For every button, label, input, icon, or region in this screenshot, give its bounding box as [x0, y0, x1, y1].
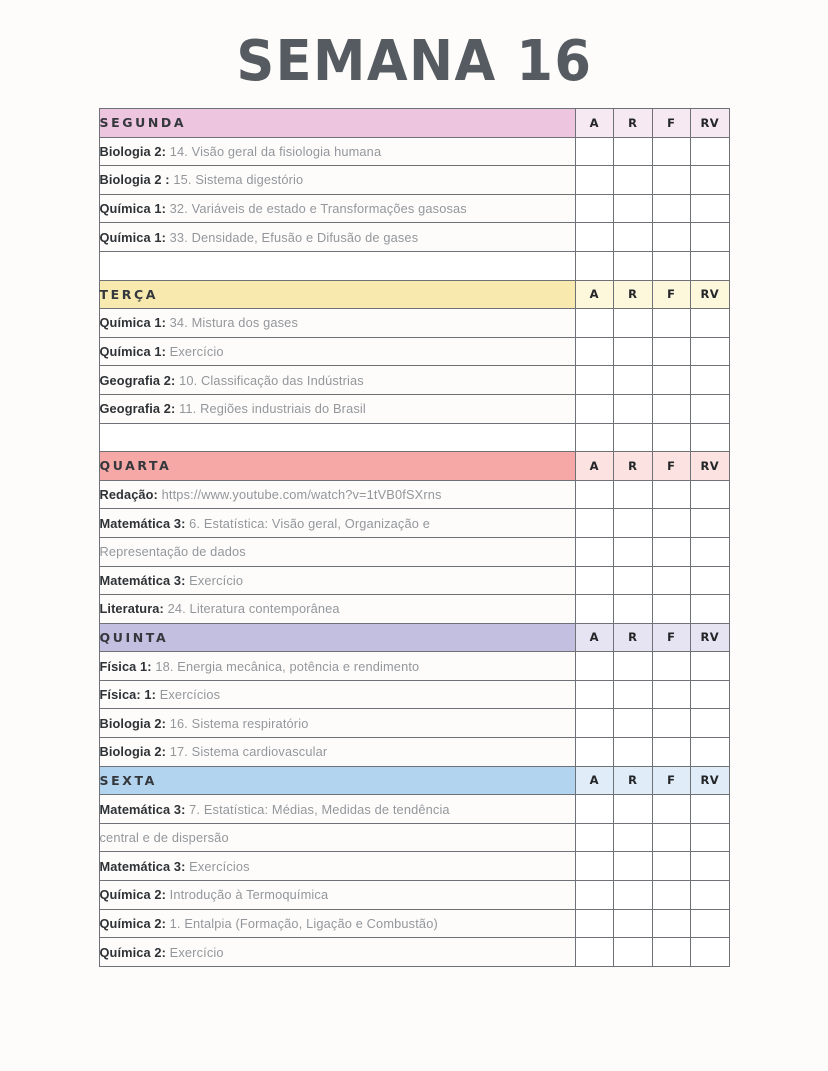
checkbox-cell-a[interactable]	[575, 881, 614, 910]
task-topic: 16. Sistema respiratório	[169, 715, 309, 731]
checkbox-cell-r[interactable]	[614, 537, 653, 566]
checkbox-cell-a[interactable]	[575, 595, 614, 624]
checkbox-cell-rv[interactable]	[691, 852, 730, 881]
checkbox-cell-rv[interactable]	[691, 738, 730, 767]
task-subject: Química 2:	[99, 915, 166, 931]
checkbox-cell-r[interactable]	[614, 652, 653, 681]
checkbox-cell-r[interactable]	[614, 680, 653, 709]
task-cell	[99, 337, 575, 366]
checkbox-cell-f[interactable]	[652, 852, 691, 881]
checkbox-cell-rv[interactable]	[691, 394, 730, 423]
column-header-rv: RV	[691, 280, 730, 309]
task-subject: Biologia 2:	[99, 715, 167, 731]
task-subject: Geografia 2:	[99, 401, 176, 417]
checkbox-cell-f[interactable]	[652, 938, 691, 967]
day-name-quarta: QUARTA	[99, 452, 575, 481]
checkbox-cell-rv[interactable]	[691, 137, 730, 166]
task-subject: Matemática 3:	[99, 572, 186, 588]
checkbox-cell-a[interactable]	[575, 509, 614, 538]
task-topic: 14. Visão geral da fisiologia humana	[169, 143, 382, 159]
task-cell	[99, 680, 575, 709]
checkbox-cell-a[interactable]	[575, 738, 614, 767]
schedule-row	[99, 223, 729, 252]
checkbox-cell-f[interactable]	[652, 480, 691, 509]
task-cell	[99, 366, 575, 395]
schedule-row	[99, 137, 729, 166]
checkbox-cell-f[interactable]	[652, 652, 691, 681]
task-cell	[99, 394, 575, 423]
task-subject: Matemática 3:	[99, 858, 186, 874]
checkbox-cell-r[interactable]	[614, 480, 653, 509]
checkbox-cell-f[interactable]	[652, 366, 691, 395]
checkbox-cell-rv[interactable]	[691, 566, 730, 595]
checkbox-cell-a[interactable]	[575, 309, 614, 338]
checkbox-cell-f[interactable]	[652, 337, 691, 366]
checkbox-cell-r[interactable]	[614, 166, 653, 195]
task-subject: Geografia 2:	[99, 372, 176, 388]
task-subject: Química 1:	[99, 229, 166, 245]
task-topic: Exercícios	[189, 858, 250, 874]
task-subject: Física 1:	[99, 658, 152, 674]
schedule-row	[99, 194, 729, 223]
checkbox-cell-r[interactable]	[614, 566, 653, 595]
checkbox-cell-r[interactable]	[614, 423, 653, 452]
column-header-r: R	[614, 766, 653, 795]
task-subject: Química 2:	[99, 944, 166, 960]
checkbox-cell-f[interactable]	[652, 166, 691, 195]
checkbox-cell-r[interactable]	[614, 137, 653, 166]
checkbox-cell-f[interactable]	[652, 795, 691, 824]
schedule-row	[99, 652, 729, 681]
checkbox-cell-a[interactable]	[575, 137, 614, 166]
task-topic: 34. Mistura dos gases	[169, 315, 298, 331]
checkbox-cell-a[interactable]	[575, 938, 614, 967]
day-header-row	[99, 109, 729, 138]
checkbox-cell-a[interactable]	[575, 537, 614, 566]
task-cell	[99, 595, 575, 624]
task-cell	[99, 480, 575, 509]
schedule-row	[99, 509, 729, 538]
checkbox-cell-a[interactable]	[575, 337, 614, 366]
schedule-row	[99, 938, 729, 967]
day-name-segunda: SEGUNDA	[99, 109, 575, 138]
task-subject: Química 2:	[99, 887, 166, 903]
task-topic: 33. Densidade, Efusão e Difusão de gases	[169, 229, 419, 245]
checkbox-cell-f[interactable]	[652, 251, 691, 280]
checkbox-cell-r[interactable]	[614, 223, 653, 252]
schedule-row	[99, 566, 729, 595]
checkbox-cell-rv[interactable]	[691, 652, 730, 681]
task-cell	[99, 909, 575, 938]
checkbox-cell-a[interactable]	[575, 423, 614, 452]
schedule-row	[99, 680, 729, 709]
spacer-row	[99, 423, 729, 452]
column-header-f: F	[652, 766, 691, 795]
checkbox-cell-rv[interactable]	[691, 480, 730, 509]
column-header-rv: RV	[691, 109, 730, 138]
column-header-f: F	[652, 280, 691, 309]
task-topic: Exercício	[189, 572, 244, 588]
checkbox-cell-f[interactable]	[652, 738, 691, 767]
task-topic: 10. Classificação das Indústrias	[179, 372, 364, 388]
task-cell	[99, 509, 575, 538]
task-topic-continuation: central e de dispersão	[99, 830, 229, 846]
checkbox-cell-f[interactable]	[652, 823, 691, 852]
day-header-row	[99, 766, 729, 795]
column-header-f: F	[652, 109, 691, 138]
checkbox-cell-rv[interactable]	[691, 823, 730, 852]
checkbox-cell-r[interactable]	[614, 709, 653, 738]
task-topic: 11. Regiões industriais do Brasil	[179, 401, 366, 417]
task-topic: 6. Estatística: Visão geral, Organização e	[189, 515, 430, 531]
task-topic: Exercício	[169, 344, 224, 360]
task-cell	[99, 652, 575, 681]
spacer-cell	[99, 423, 575, 452]
checkbox-cell-a[interactable]	[575, 223, 614, 252]
checkbox-cell-r[interactable]	[614, 795, 653, 824]
checkbox-cell-a[interactable]	[575, 194, 614, 223]
checkbox-cell-a[interactable]	[575, 394, 614, 423]
task-topic: 7. Estatística: Médias, Medidas de tendência	[189, 801, 450, 817]
checkbox-cell-a[interactable]	[575, 680, 614, 709]
checkbox-cell-r[interactable]	[614, 337, 653, 366]
checkbox-cell-f[interactable]	[652, 709, 691, 738]
checkbox-cell-r[interactable]	[614, 251, 653, 280]
column-header-rv: RV	[691, 452, 730, 481]
checkbox-cell-r[interactable]	[614, 595, 653, 624]
task-topic: Introdução à Termoquímica	[169, 887, 329, 903]
column-header-a: A	[575, 109, 614, 138]
checkbox-cell-a[interactable]	[575, 852, 614, 881]
column-header-a: A	[575, 452, 614, 481]
column-header-r: R	[614, 623, 653, 652]
checkbox-cell-r[interactable]	[614, 881, 653, 910]
checkbox-cell-f[interactable]	[652, 509, 691, 538]
checkbox-cell-rv[interactable]	[691, 795, 730, 824]
page-title: SEMANA 16	[235, 29, 593, 94]
task-topic: 1. Entalpia (Formação, Ligação e Combustão)	[169, 915, 438, 931]
task-topic: 17. Sistema cardiovascular	[169, 744, 328, 760]
task-subject: Química 1:	[99, 201, 166, 217]
checkbox-cell-rv[interactable]	[691, 423, 730, 452]
task-cell	[99, 709, 575, 738]
checkbox-cell-rv[interactable]	[691, 881, 730, 910]
weekly-schedule-table	[99, 108, 730, 967]
checkbox-cell-rv[interactable]	[691, 595, 730, 624]
day-header-row	[99, 280, 729, 309]
task-subject: Biologia 2:	[99, 744, 167, 760]
task-topic: 15. Sistema digestório	[173, 172, 304, 188]
checkbox-cell-rv[interactable]	[691, 194, 730, 223]
checkbox-cell-a[interactable]	[575, 251, 614, 280]
task-topic: 24. Literatura contemporânea	[167, 601, 340, 617]
checkbox-cell-r[interactable]	[614, 823, 653, 852]
task-subject: Biologia 2:	[99, 143, 167, 159]
schedule-row	[99, 309, 729, 338]
schedule-row	[99, 537, 729, 566]
task-subject: Matemática 3:	[99, 515, 186, 531]
schedule-row	[99, 823, 729, 852]
checkbox-cell-rv[interactable]	[691, 337, 730, 366]
schedule-row	[99, 909, 729, 938]
checkbox-cell-rv[interactable]	[691, 909, 730, 938]
task-cell	[99, 566, 575, 595]
checkbox-cell-r[interactable]	[614, 309, 653, 338]
column-header-f: F	[652, 623, 691, 652]
column-header-rv: RV	[691, 766, 730, 795]
checkbox-cell-f[interactable]	[652, 909, 691, 938]
task-cell	[99, 881, 575, 910]
checkbox-cell-f[interactable]	[652, 566, 691, 595]
schedule-row	[99, 337, 729, 366]
schedule-row	[99, 480, 729, 509]
checkbox-cell-rv[interactable]	[691, 537, 730, 566]
task-cell	[99, 738, 575, 767]
checkbox-cell-f[interactable]	[652, 881, 691, 910]
schedule-row	[99, 166, 729, 195]
spacer-cell	[99, 251, 575, 280]
checkbox-cell-f[interactable]	[652, 194, 691, 223]
task-cell	[99, 537, 575, 566]
task-topic-continuation: Representação de dados	[99, 544, 246, 560]
checkbox-cell-r[interactable]	[614, 909, 653, 938]
checkbox-cell-f[interactable]	[652, 537, 691, 566]
checkbox-cell-rv[interactable]	[691, 680, 730, 709]
task-subject: Matemática 3:	[99, 801, 186, 817]
checkbox-cell-a[interactable]	[575, 909, 614, 938]
checkbox-cell-r[interactable]	[614, 366, 653, 395]
schedule-row	[99, 709, 729, 738]
checkbox-cell-r[interactable]	[614, 938, 653, 967]
checkbox-cell-rv[interactable]	[691, 366, 730, 395]
checkbox-cell-rv[interactable]	[691, 309, 730, 338]
checkbox-cell-f[interactable]	[652, 223, 691, 252]
spacer-row	[99, 251, 729, 280]
task-subject: Biologia 2 :	[99, 172, 170, 188]
checkbox-cell-rv[interactable]	[691, 223, 730, 252]
task-cell	[99, 194, 575, 223]
task-subject: Redação:	[99, 487, 158, 503]
task-cell	[99, 137, 575, 166]
day-name-quinta: QUINTA	[99, 623, 575, 652]
task-topic: Exercício	[169, 944, 224, 960]
schedule-row	[99, 394, 729, 423]
task-cell	[99, 223, 575, 252]
checkbox-cell-a[interactable]	[575, 566, 614, 595]
checkbox-cell-f[interactable]	[652, 595, 691, 624]
task-cell	[99, 852, 575, 881]
checkbox-cell-rv[interactable]	[691, 709, 730, 738]
column-header-a: A	[575, 280, 614, 309]
day-header-row	[99, 452, 729, 481]
task-cell	[99, 823, 575, 852]
checkbox-cell-r[interactable]	[614, 194, 653, 223]
checkbox-cell-rv[interactable]	[691, 509, 730, 538]
checkbox-cell-rv[interactable]	[691, 166, 730, 195]
checkbox-cell-rv[interactable]	[691, 938, 730, 967]
checkbox-cell-a[interactable]	[575, 166, 614, 195]
schedule-row	[99, 738, 729, 767]
checkbox-cell-f[interactable]	[652, 680, 691, 709]
checkbox-cell-a[interactable]	[575, 480, 614, 509]
task-subject: Literatura:	[99, 601, 164, 617]
column-header-r: R	[614, 109, 653, 138]
column-header-r: R	[614, 452, 653, 481]
checkbox-cell-a[interactable]	[575, 795, 614, 824]
day-name-sexta: SEXTA	[99, 766, 575, 795]
column-header-rv: RV	[691, 623, 730, 652]
task-subject: Física: 1:	[99, 687, 156, 703]
checkbox-cell-a[interactable]	[575, 823, 614, 852]
day-name-terça: TERÇA	[99, 280, 575, 309]
checkbox-cell-r[interactable]	[614, 394, 653, 423]
checkbox-cell-f[interactable]	[652, 137, 691, 166]
schedule-row	[99, 595, 729, 624]
task-subject: Química 1:	[99, 344, 166, 360]
checkbox-cell-r[interactable]	[614, 738, 653, 767]
schedule-row	[99, 881, 729, 910]
column-header-r: R	[614, 280, 653, 309]
task-topic: https://www.youtube.com/watch?v=1tVB0fSXrns	[161, 487, 442, 503]
checkbox-cell-r[interactable]	[614, 509, 653, 538]
column-header-a: A	[575, 623, 614, 652]
page-title-wrap	[0, 0, 828, 108]
checkbox-cell-f[interactable]	[652, 394, 691, 423]
checkbox-cell-a[interactable]	[575, 709, 614, 738]
checkbox-cell-r[interactable]	[614, 852, 653, 881]
checkbox-cell-f[interactable]	[652, 423, 691, 452]
day-header-row	[99, 623, 729, 652]
task-cell	[99, 309, 575, 338]
task-topic: Exercícios	[159, 687, 221, 703]
checkbox-cell-f[interactable]	[652, 309, 691, 338]
task-topic: 18. Energia mecânica, potência e rendimento	[155, 658, 420, 674]
schedule-row	[99, 795, 729, 824]
schedule-row	[99, 852, 729, 881]
task-cell	[99, 938, 575, 967]
checkbox-cell-a[interactable]	[575, 652, 614, 681]
schedule-row	[99, 366, 729, 395]
task-topic: 32. Variáveis de estado e Transformações gasosas	[169, 201, 467, 217]
task-cell	[99, 166, 575, 195]
column-header-f: F	[652, 452, 691, 481]
task-subject: Química 1:	[99, 315, 166, 331]
checkbox-cell-a[interactable]	[575, 366, 614, 395]
task-cell	[99, 795, 575, 824]
column-header-a: A	[575, 766, 614, 795]
checkbox-cell-rv[interactable]	[691, 251, 730, 280]
